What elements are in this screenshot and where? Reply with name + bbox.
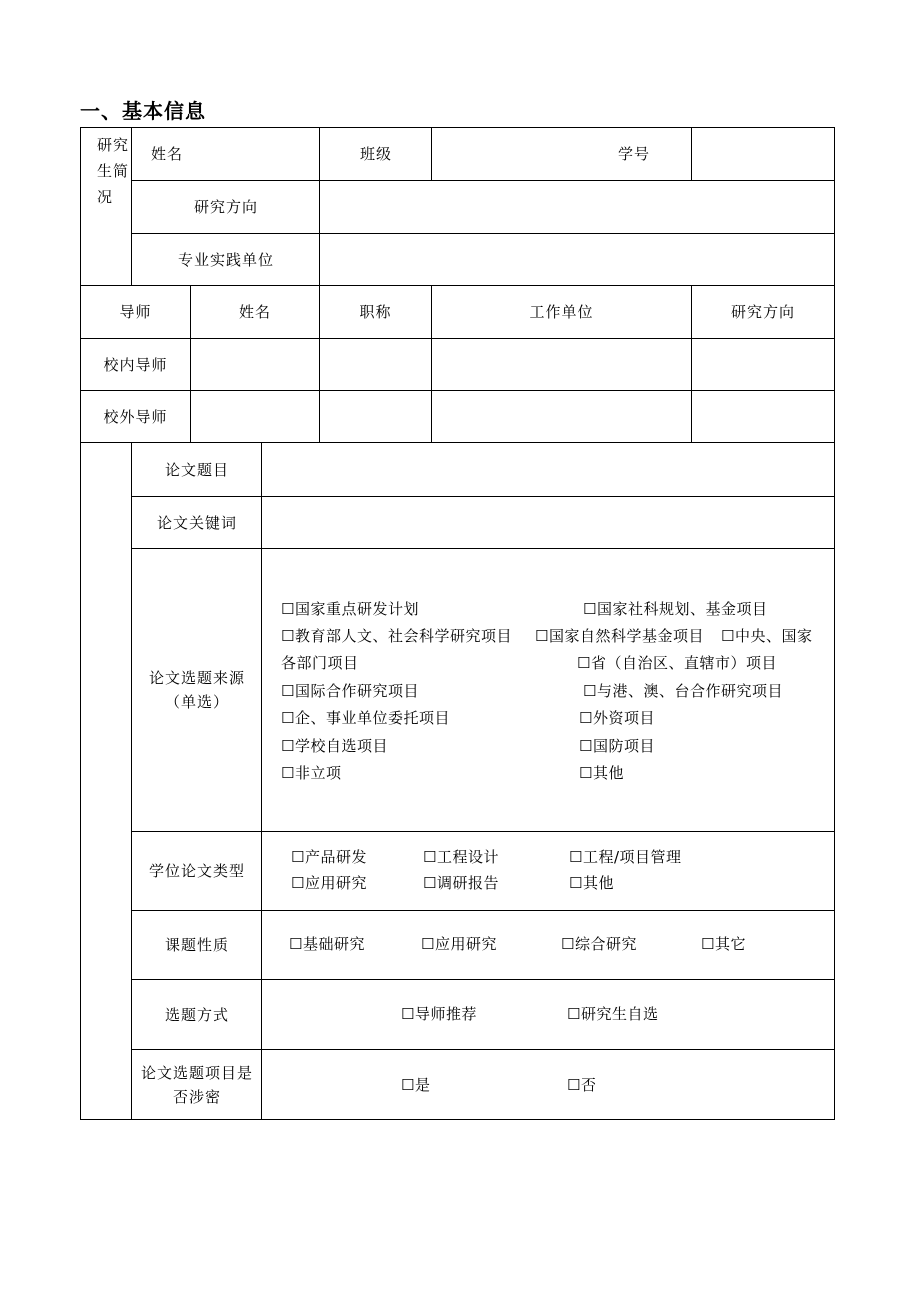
selection-method-label: 选题方式 bbox=[164, 1005, 229, 1024]
student-id-value[interactable] bbox=[693, 128, 834, 180]
degree-type-label: 学位论文类型 bbox=[148, 862, 245, 880]
practice-unit-label: 专业实践单位 bbox=[177, 251, 274, 269]
degree-type-project-management[interactable]: ☐工程/项目管理 bbox=[569, 848, 682, 866]
nature-other[interactable]: ☐其它 bbox=[701, 935, 746, 953]
research-direction-value[interactable] bbox=[321, 181, 834, 233]
checkbox-icon[interactable]: ☐ bbox=[401, 1076, 415, 1094]
confidential-label-line2: 否涉密 bbox=[172, 1087, 221, 1106]
nature-basic-research[interactable]: ☐基础研究 bbox=[289, 935, 365, 953]
supervisor-header-employer: 工作单位 bbox=[529, 303, 594, 321]
name-label: 姓名 bbox=[150, 145, 183, 163]
checkbox-icon[interactable]: ☐ bbox=[561, 935, 575, 953]
checkbox-icon[interactable]: ☐ bbox=[583, 600, 597, 618]
supervisor-header-direction: 研究方向 bbox=[730, 303, 795, 321]
checkbox-icon[interactable]: ☐ bbox=[701, 935, 715, 953]
confidential-yes[interactable]: ☐是 bbox=[401, 1076, 431, 1094]
degree-type-survey-report[interactable]: ☐调研报告 bbox=[423, 874, 499, 892]
class-value[interactable] bbox=[433, 128, 583, 180]
checkbox-icon[interactable]: ☐ bbox=[281, 737, 295, 755]
checkbox-icon[interactable]: ☐ bbox=[289, 935, 303, 953]
internal-supervisor-title[interactable] bbox=[320, 339, 431, 390]
supervisor-header-title: 职称 bbox=[359, 303, 392, 321]
student-section bbox=[80, 127, 835, 286]
source-option-enterprise[interactable]: ☐企、事业单位委托项目 bbox=[281, 709, 450, 727]
checkbox-icon[interactable]: ☐ bbox=[579, 709, 593, 727]
source-option-social-science-fund[interactable]: ☐国家社科规划、基金项目 bbox=[583, 600, 768, 618]
thesis-title-value[interactable] bbox=[263, 443, 834, 496]
class-label: 班级 bbox=[359, 145, 392, 163]
nature-applied-research[interactable]: ☐应用研究 bbox=[421, 935, 497, 953]
internal-supervisor-name[interactable] bbox=[191, 339, 319, 390]
checkbox-icon[interactable]: ☐ bbox=[579, 737, 593, 755]
checkbox-icon[interactable]: ☐ bbox=[567, 1076, 581, 1094]
thesis-source-label-line1: 论文选题来源 bbox=[148, 669, 245, 687]
degree-type-engineering-design[interactable]: ☐工程设计 bbox=[423, 848, 499, 866]
checkbox-icon[interactable]: ☐ bbox=[423, 874, 437, 892]
checkbox-icon[interactable]: ☐ bbox=[281, 764, 295, 782]
selection-supervisor-recommended[interactable]: ☐导师推荐 bbox=[401, 1005, 477, 1023]
checkbox-icon[interactable]: ☐ bbox=[577, 654, 591, 672]
external-supervisor-label: 校外导师 bbox=[103, 407, 168, 426]
external-supervisor-name[interactable] bbox=[191, 391, 319, 442]
checkbox-icon[interactable]: ☐ bbox=[583, 682, 597, 700]
source-option-national-defense[interactable]: ☐国防项目 bbox=[579, 737, 655, 755]
supervisor-header-name: 姓名 bbox=[238, 303, 271, 321]
thesis-keywords-label: 论文关键词 bbox=[156, 513, 237, 532]
selection-student-selected[interactable]: ☐研究生自选 bbox=[567, 1005, 659, 1023]
research-direction-label: 研究方向 bbox=[193, 198, 258, 216]
source-option-hk-macau-taiwan[interactable]: ☐与港、澳、台合作研究项目 bbox=[583, 682, 783, 700]
source-option-school-selected[interactable]: ☐学校自选项目 bbox=[281, 737, 388, 755]
checkbox-icon[interactable]: ☐ bbox=[567, 1005, 581, 1023]
internal-supervisor-direction[interactable] bbox=[692, 339, 834, 390]
checkbox-icon[interactable]: ☐ bbox=[569, 848, 583, 866]
checkbox-icon[interactable]: ☐ bbox=[721, 627, 735, 645]
supervisor-header-col1: 导师 bbox=[119, 303, 152, 321]
thesis-section bbox=[80, 442, 835, 1120]
checkbox-icon[interactable]: ☐ bbox=[281, 600, 295, 618]
checkbox-icon[interactable]: ☐ bbox=[291, 874, 305, 892]
source-option-moe-humanities[interactable]: ☐教育部人文、社会科学研究项目 bbox=[281, 627, 512, 645]
degree-type-applied-research[interactable]: ☐应用研究 bbox=[291, 874, 367, 892]
degree-type-product-rd[interactable]: ☐产品研发 bbox=[291, 848, 367, 866]
external-supervisor-employer[interactable] bbox=[432, 391, 691, 442]
checkbox-icon[interactable]: ☐ bbox=[421, 935, 435, 953]
thesis-source-label bbox=[133, 549, 261, 831]
name-value[interactable] bbox=[201, 128, 317, 180]
checkbox-icon[interactable]: ☐ bbox=[281, 709, 295, 727]
source-option-nsfc[interactable]: ☐国家自然科学基金项目 bbox=[535, 627, 704, 645]
practice-unit-value[interactable] bbox=[321, 234, 834, 286]
checkbox-icon[interactable]: ☐ bbox=[281, 627, 295, 645]
checkbox-icon[interactable]: ☐ bbox=[423, 848, 437, 866]
nature-comprehensive-research[interactable]: ☐综合研究 bbox=[561, 935, 637, 953]
checkbox-icon[interactable]: ☐ bbox=[579, 764, 593, 782]
checkbox-icon[interactable]: ☐ bbox=[535, 627, 549, 645]
thesis-keywords-value[interactable] bbox=[263, 497, 834, 548]
degree-type-other[interactable]: ☐其他 bbox=[569, 874, 614, 892]
checkbox-icon[interactable]: ☐ bbox=[569, 874, 583, 892]
source-option-national-rd[interactable]: ☐国家重点研发计划 bbox=[281, 600, 419, 618]
checkbox-icon[interactable]: ☐ bbox=[401, 1005, 415, 1023]
external-supervisor-title[interactable] bbox=[320, 391, 431, 442]
section-title: 一、基本信息 bbox=[80, 99, 206, 123]
checkbox-icon[interactable]: ☐ bbox=[281, 682, 295, 700]
source-option-provincial[interactable]: ☐省（自治区、直辖市）项目 bbox=[577, 654, 777, 672]
source-option-foreign-funded[interactable]: ☐外资项目 bbox=[579, 709, 655, 727]
source-option-unfunded[interactable]: ☐非立项 bbox=[281, 764, 342, 782]
source-option-departments-continued: 各部门项目 bbox=[281, 654, 359, 672]
external-supervisor-direction[interactable] bbox=[692, 391, 834, 442]
source-option-other[interactable]: ☐其他 bbox=[579, 764, 624, 782]
internal-supervisor-employer[interactable] bbox=[432, 339, 691, 390]
checkbox-icon[interactable]: ☐ bbox=[291, 848, 305, 866]
source-option-central-state[interactable]: ☐中央、国家 bbox=[721, 627, 813, 645]
confidential-label-line1: 论文选题项目是 bbox=[140, 1063, 253, 1082]
thesis-title-label: 论文题目 bbox=[164, 460, 229, 479]
internal-supervisor-label: 校内导师 bbox=[103, 355, 168, 374]
source-option-international[interactable]: ☐国际合作研究项目 bbox=[281, 682, 419, 700]
student-id-label: 学号 bbox=[617, 145, 650, 163]
confidential-label bbox=[133, 1050, 261, 1119]
supervisor-section bbox=[80, 285, 835, 443]
thesis-source-label-line2: （单选） bbox=[164, 693, 229, 711]
topic-nature-label: 课题性质 bbox=[164, 936, 229, 954]
student-group-label: 研究生简况 bbox=[97, 136, 130, 206]
confidential-no[interactable]: ☐否 bbox=[567, 1076, 597, 1094]
